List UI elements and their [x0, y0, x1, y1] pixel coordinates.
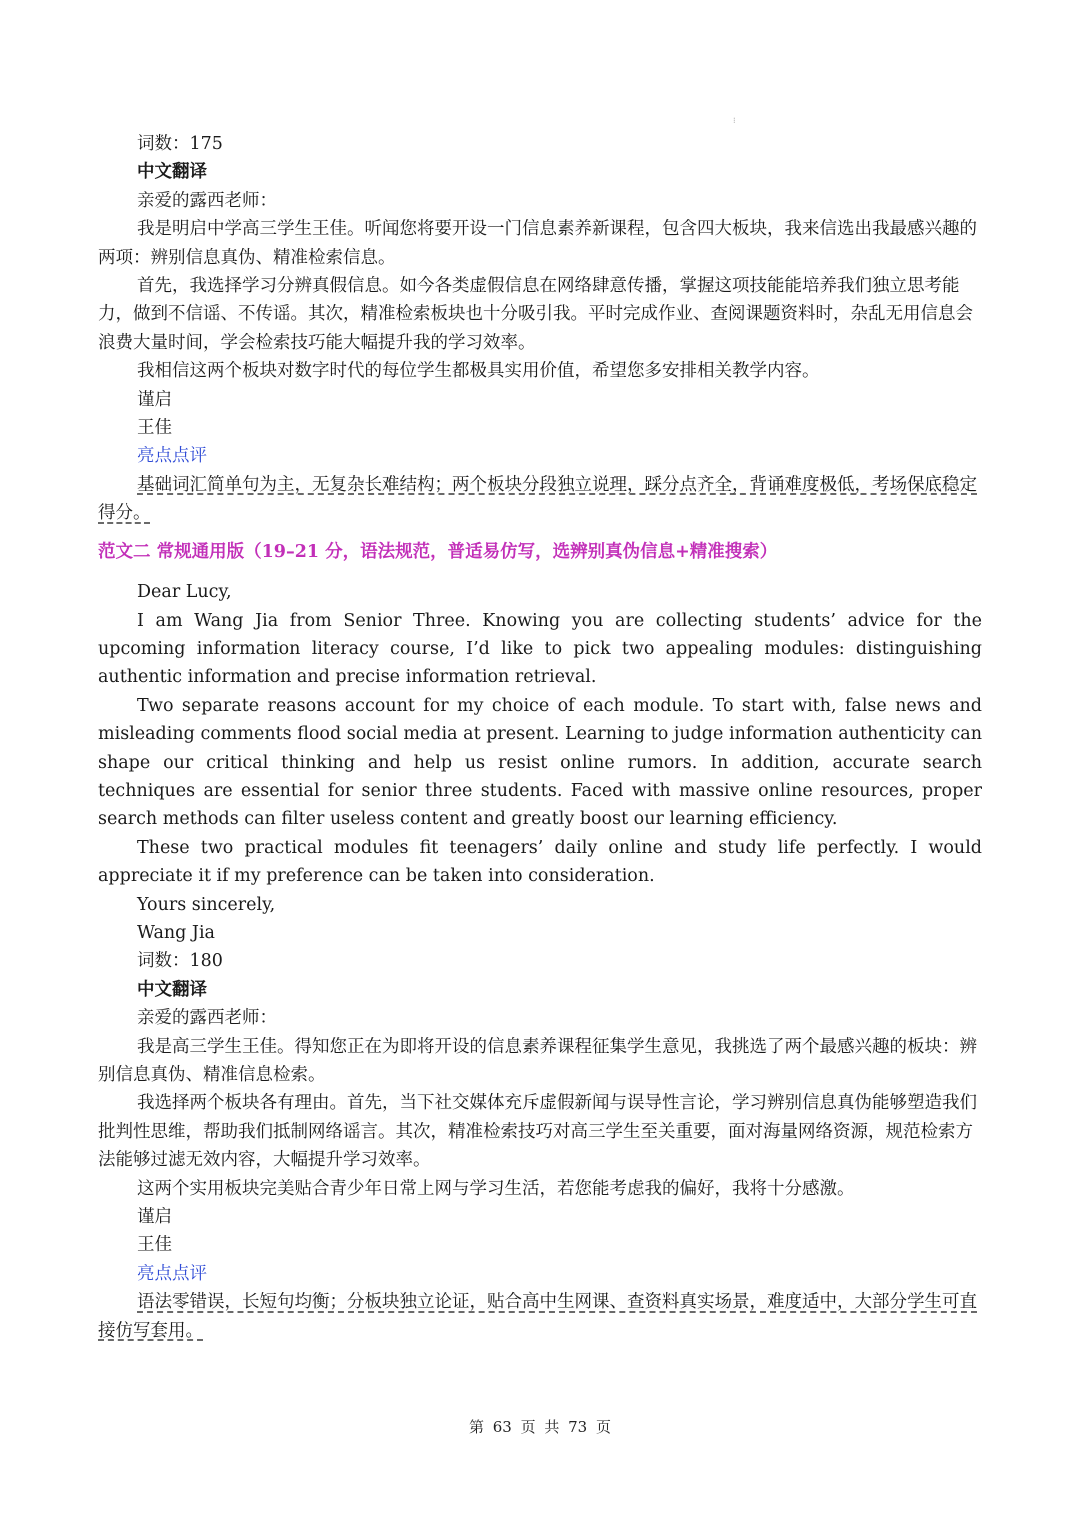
- highlight-comment-2: 语法零错误，长短句均衡；分板块独立论证，贴合高中生网课、查资料真实场景，难度适中，大部分学生可直接仿写套用。: [98, 1292, 977, 1341]
- highlight-title-1: 亮点点评: [137, 446, 207, 467]
- en-paragraph-1: I am Wang Jia from Senior Three. Knowing you are collecting students’ advice for the upcoming information literacy course, I’d like to pick two appealing modules: distinguishing authentic information and precise information retrieval.: [98, 610, 982, 688]
- cn-salutation-2: 亲爱的露西老师：: [137, 1008, 277, 1029]
- en-closing: Yours sincerely,: [137, 894, 276, 915]
- cn-closing-1: 谨启: [137, 389, 172, 410]
- cn-paragraph-1-2: 首先，我选择学习分辨真假信息。如今各类虚假信息在网络肆意传播，掌握这项技能能培养我们独立思考能力，做到不信谣、不传谣。其次，精准检索板块也十分吸引我。平时完成作业、查阅课题资料时，杂乱无用信息会浪费大量时间，学会检索技巧能大幅提升我的学习效率。: [98, 276, 973, 353]
- en-paragraph-3: These two practical modules fit teenagers’ daily online and study life perfectly. I would appreciate it if my preference can be taken into consideration.: [98, 837, 982, 887]
- cn-paragraph-1-3: 我相信这两个板块对数字时代的每位学生都极具实用价值，希望您多安排相关教学内容。: [137, 361, 820, 382]
- highlight-title-2: 亮点点评: [137, 1263, 207, 1284]
- cn-paragraph-2-2: 我选择两个板块各有理由。首先，当下社交媒体充斥虚假新闻与误导性言论，学习辨别信息真伪能够塑造我们批判性思维，帮助我们抵制网络谣言。其次，精准检索技巧对高三学生至关重要，面对海量网络资源，规范检索方法能够过滤无效内容，大幅提升学习效率。: [98, 1093, 977, 1171]
- translation-heading-1: 中文翻译: [137, 162, 207, 183]
- en-salutation: Dear Lucy,: [137, 582, 232, 603]
- cn-signature-1: 王佳: [137, 418, 172, 439]
- header-mark: ⁝: [733, 116, 736, 125]
- cn-signature-2: 王佳: [137, 1235, 172, 1256]
- page-footer: 第 63 页 共 73 页: [468, 1418, 611, 1436]
- page-content: [98, 130, 982, 1345]
- en-paragraph-2: Two separate reasons account for my choice of each module. To start with, false news and misleading comments flood social media at present. Learning to judge information authenticity can shape our critical thinking and help us resist online rumors. In addition, accurate search techniques are essential for senior three students. Faced with massive online resources, proper search methods can filter useless content and greatly boost our learning efficiency.: [98, 695, 982, 830]
- cn-paragraph-2-3: 这两个实用板块完美贴合青少年日常上网与学习生活，若您能考虑我的偏好，我将十分感激。: [137, 1178, 855, 1199]
- cn-paragraph-1-1: 我是明启中学高三学生王佳。听闻您将要开设一门信息素养新课程，包含四大板块，我来信选出我最感兴趣的两项：辨别信息真伪、精准检索信息。: [98, 219, 977, 268]
- cn-paragraph-2-1: 我是高三学生王佳。得知您正在为即将开设的信息素养课程征集学生意见，我挑选了两个最感兴趣的板块：辨别信息真伪、精准信息检索。: [98, 1036, 977, 1085]
- word-count-2: 词数：180: [137, 951, 223, 972]
- cn-salutation-1: 亲爱的露西老师：: [137, 190, 277, 211]
- word-count-1: 词数：175: [137, 134, 223, 154]
- highlight-comment-1: 基础词汇简单句为主，无复杂长难结构；两个板块分段独立说理，踩分点齐全，背诵难度极低，考场保底稳定得分。: [98, 474, 977, 524]
- cn-closing-2: 谨启: [137, 1207, 172, 1228]
- translation-heading-2: 中文翻译: [137, 979, 207, 1000]
- version-title-2: 范文二 常规通用版（19–21 分，语法规范，普适易仿写，选辨别真伪信息+精准搜索）: [98, 541, 778, 562]
- en-signature: Wang Jia: [137, 922, 215, 943]
